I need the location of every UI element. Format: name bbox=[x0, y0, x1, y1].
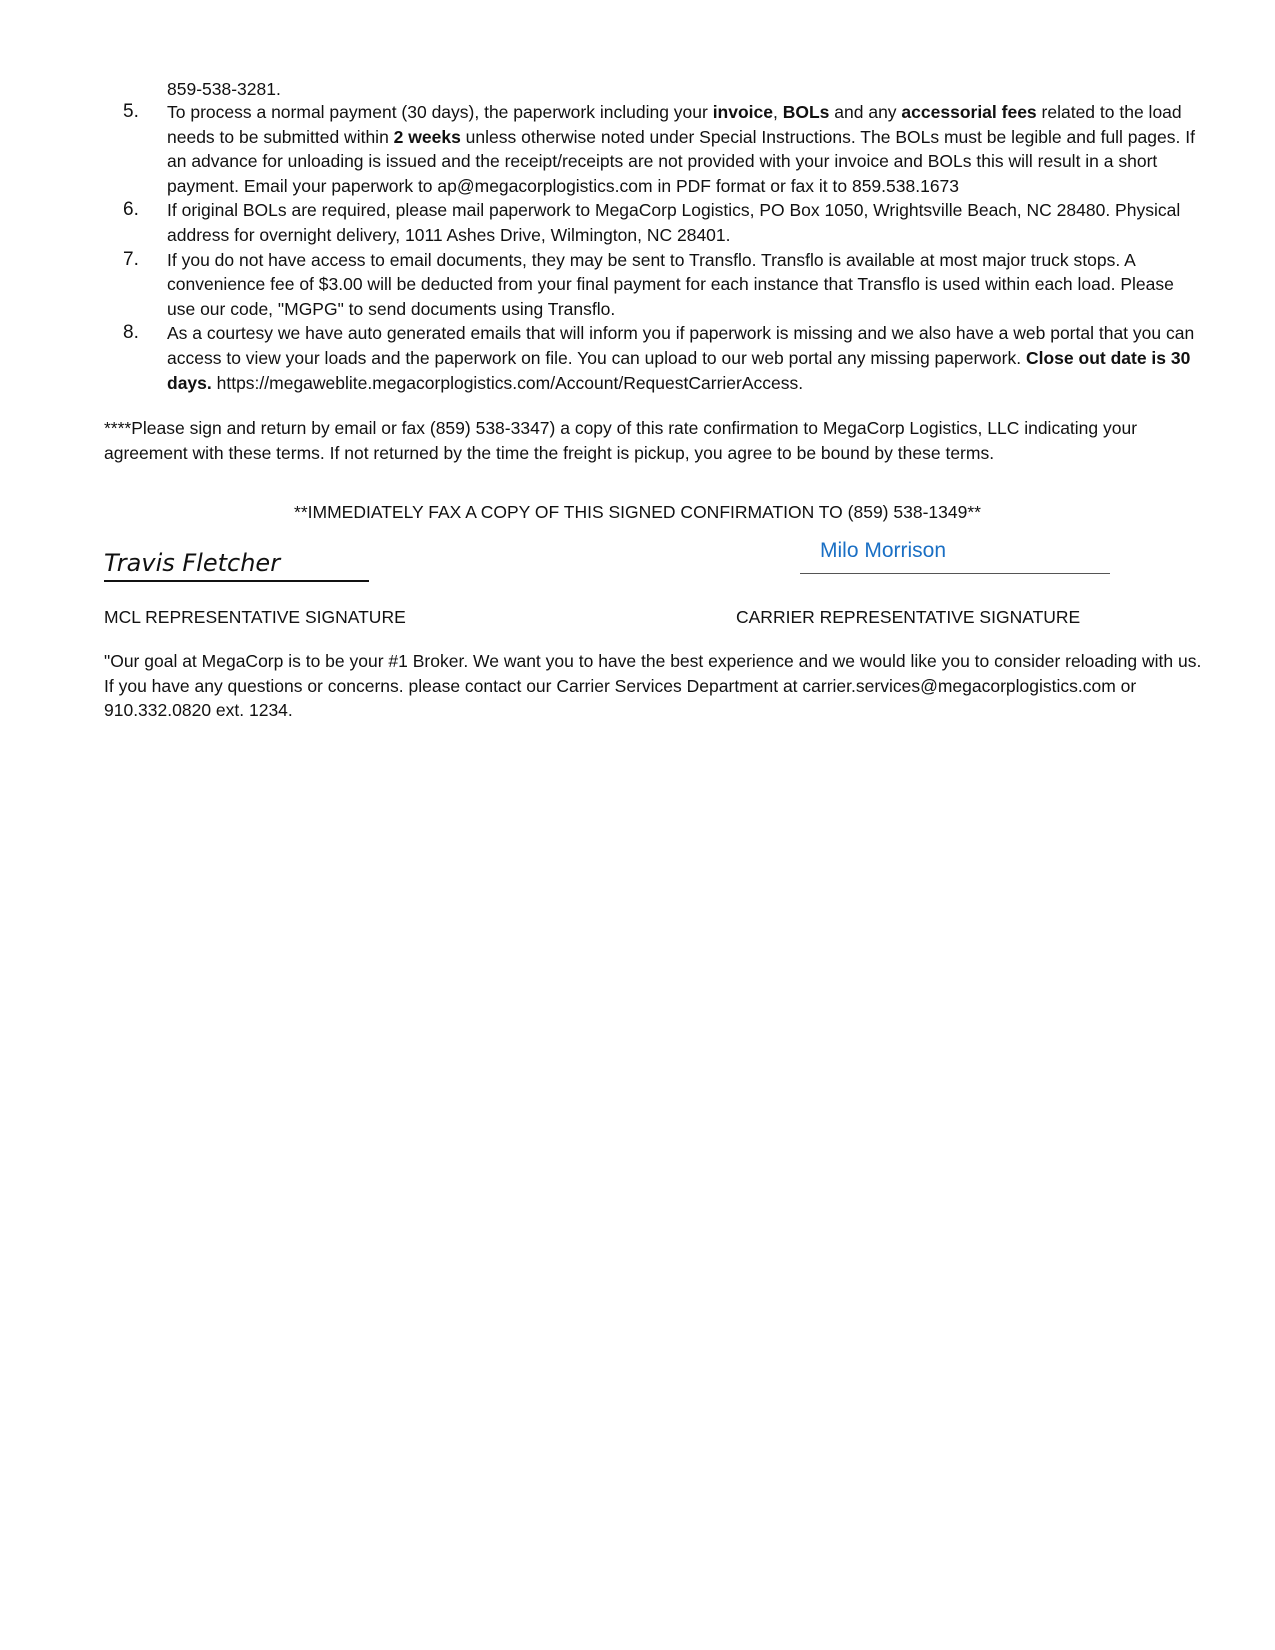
carrier-signature-line bbox=[800, 573, 1110, 574]
list-item bbox=[116, 100, 1196, 198]
list-item bbox=[116, 198, 1196, 247]
return-notice: ****Please sign and return by email or fax (859) 538-3347) a copy of this rate confirmation to MegaCorp Logistics, LLC indicating your agreement with these terms. If not returned by the time the freight is pickup, you agree to be bound by these terms. bbox=[104, 418, 1138, 463]
fax-notice: **IMMEDIATELY FAX A COPY OF THIS SIGNED CONFIRMATION TO (859) 538-1349** bbox=[294, 502, 981, 522]
mcl-signature-label: MCL REPRESENTATIVE SIGNATURE bbox=[104, 607, 406, 627]
item-number: 5. bbox=[123, 101, 139, 122]
item-number: 7. bbox=[123, 248, 139, 270]
closing-note: "Our goal at MegaCorp is to be your #1 Broker. We want you to have the best experience and we would like you to consider reloading with us. If you have any questions or concerns. please contact our Carrier Services Department at carrier.services@megacorplogistics.com or 910.332.0820 ext. 1234. bbox=[104, 651, 1202, 721]
carrier-signature-label: CARRIER REPRESENTATIVE SIGNATURE bbox=[736, 607, 1081, 627]
mcl-signature: Travis Fletcher bbox=[104, 546, 369, 582]
terms-list bbox=[116, 100, 1196, 395]
carrier-signature: Milo Morrison bbox=[820, 539, 947, 562]
item-text: As a courtesy we have auto generated emails that will inform you if paperwork is missing and we also have a web portal that you can access to view your loads and the paperwork on file. You can upload to our web portal any missing paperwork. Close out date is 30 days. https://megaweblite.megacorplogistics.com/Account/RequestCarrierAccess. bbox=[167, 323, 1195, 393]
list-item bbox=[116, 248, 1196, 322]
item-text: If original BOLs are required, please mail paperwork to MegaCorp Logistics, PO Box 1050, Wrightsville Beach, NC 28480. Physical address for overnight delivery, 1011 Ashes Drive, Wilmington, NC 28401. bbox=[167, 200, 1181, 245]
item-text: To process a normal payment (30 days), the paperwork including your invoice, BOLs and any accessorial fees related to the load needs to be submitted within 2 weeks unless otherwise noted under Special Instructions. The BOLs must be legible and full pages. If an advance for unloading is issued and the receipt/receipts are not provided with your invoice and BOLs this will result in a short payment. Email your paperwork to ap@megacorplogistics.com in PDF format or fax it to 859.538.1673 bbox=[167, 102, 1195, 196]
item-number: 8. bbox=[123, 322, 139, 344]
item-number: 6. bbox=[123, 199, 139, 221]
item-text: If you do not have access to email documents, they may be sent to Transflo. Transflo is available at most major truck stops. A convenience fee of $3.00 will be deducted from your final payment for each instance that Transflo is used within each load. Please use our code, "MGPG" to send documents using Transflo. bbox=[167, 249, 1174, 319]
continued-phone-line: 859-538-3281. bbox=[167, 79, 281, 99]
list-item bbox=[116, 321, 1196, 395]
